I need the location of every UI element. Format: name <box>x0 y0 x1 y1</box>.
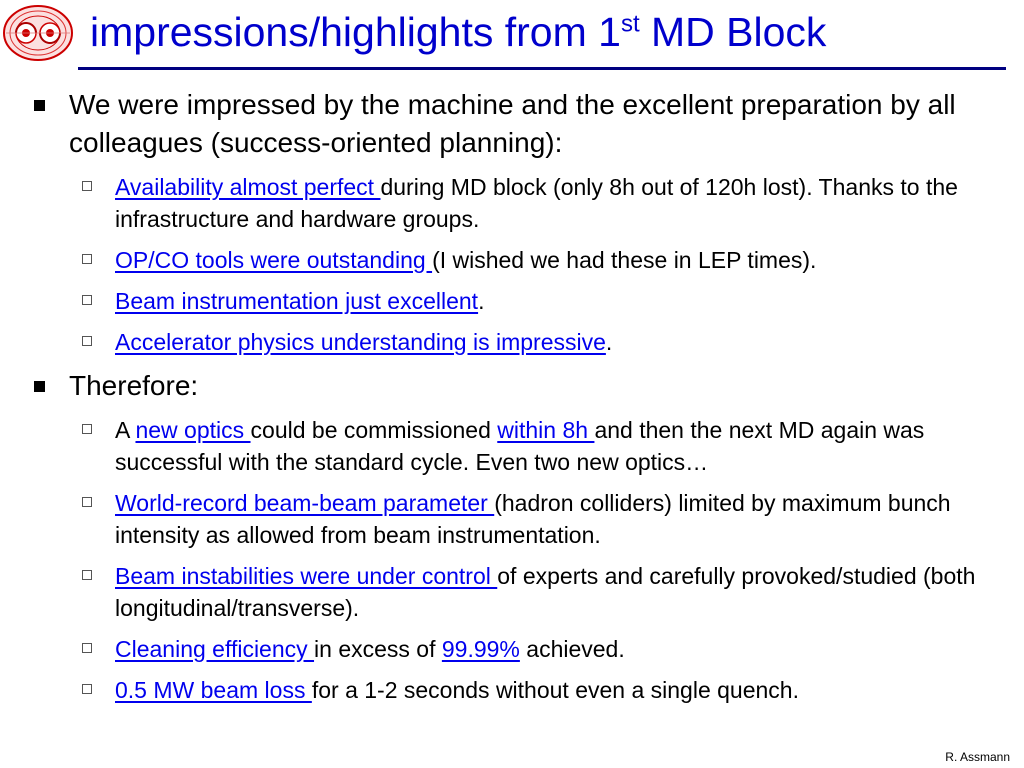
bullet-text: We were impressed by the machine and the excellent preparation by all colleagues (success-oriented planning): <box>69 89 956 158</box>
sub-bullet-text: achieved. <box>519 636 625 662</box>
sub-bullet-text: during MD block (only 8h out of 120h lost). Thanks to the infrastructure and hardware groups. <box>115 174 958 232</box>
square-bullet-icon <box>34 381 45 392</box>
hollow-square-bullet-icon <box>82 424 92 434</box>
highlight-link[interactable]: 99.99% <box>441 636 520 662</box>
highlight-link[interactable]: new optics <box>135 417 251 443</box>
title-underline <box>78 67 1006 70</box>
title-prefix: impressions/highlights from 1 <box>90 9 621 55</box>
sub-bullet-text: of experts and carefully provoked/studied (both longitudinal/transverse). <box>115 563 976 621</box>
highlight-link[interactable]: World-record beam-beam parameter <box>115 490 495 516</box>
hollow-square-bullet-icon <box>82 497 92 507</box>
sub-bullet-text: (hadron colliders) limited by maximum bunch intensity as allowed from beam instrumentation. <box>115 490 951 548</box>
hollow-square-bullet-icon <box>82 684 92 694</box>
hollow-square-bullet-icon <box>82 643 92 653</box>
sub-bullet-text: A <box>115 417 136 443</box>
highlight-link[interactable]: Accelerator physics understanding is impressive <box>115 329 606 355</box>
bullet-text: Therefore: <box>69 370 199 401</box>
sub-bullet <box>34 414 1009 478</box>
title-superscript: st <box>620 10 640 38</box>
highlight-link[interactable]: Cleaning efficiency <box>115 636 315 662</box>
hollow-square-bullet-icon <box>82 254 92 264</box>
hollow-square-bullet-icon <box>82 181 92 191</box>
hollow-square-bullet-icon <box>82 336 92 346</box>
sub-bullet-text: in excess of <box>314 636 442 662</box>
sub-bullet <box>34 487 1009 551</box>
highlight-link[interactable]: Beam instabilities were under control <box>115 563 498 589</box>
slide-content <box>34 86 1009 715</box>
sub-bullet <box>34 560 1009 624</box>
hollow-square-bullet-icon <box>82 295 92 305</box>
sub-bullet <box>34 171 1009 235</box>
sub-bullet-text: and then the next MD again was successful with the standard cycle. Even two new optics… <box>115 417 925 475</box>
highlight-link[interactable]: OP/CO tools were outstanding <box>115 247 433 273</box>
square-bullet-icon <box>34 100 45 111</box>
bullet-level1 <box>34 367 1009 405</box>
sub-bullet <box>34 326 1009 358</box>
sub-bullet-text: (I wished we had these in LEP times). <box>432 247 817 273</box>
title-suffix: MD Block <box>639 9 827 55</box>
logo <box>2 4 74 62</box>
sub-bullet-text: . <box>478 288 485 314</box>
sub-bullet-text: for a 1-2 seconds without even a single quench. <box>311 677 799 703</box>
highlight-link[interactable]: within 8h <box>497 417 595 443</box>
sub-bullet-text: could be commissioned <box>250 417 498 443</box>
sub-bullet <box>34 285 1009 317</box>
footer-author: R. Assmann <box>945 750 1010 764</box>
lhc-magnet-logo-icon <box>2 4 74 62</box>
highlight-link[interactable]: Beam instrumentation just excellent <box>115 288 479 314</box>
slide-title <box>90 4 826 60</box>
highlight-link[interactable]: 0.5 MW beam loss <box>115 677 312 703</box>
sub-bullet <box>34 674 1009 706</box>
sub-bullet <box>34 633 1009 665</box>
sub-bullet <box>34 244 1009 276</box>
bullet-level1 <box>34 86 1009 162</box>
highlight-link[interactable]: Availability almost perfect <box>115 174 381 200</box>
sub-bullet-text: . <box>605 329 613 355</box>
hollow-square-bullet-icon <box>82 570 92 580</box>
